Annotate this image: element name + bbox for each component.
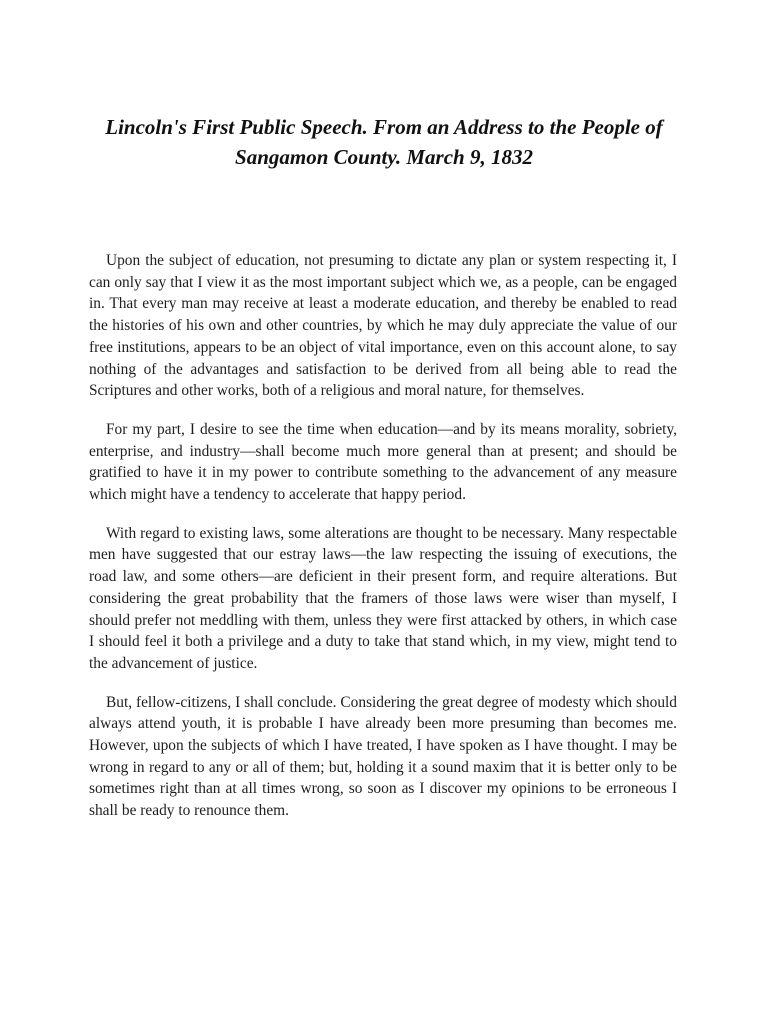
paragraph-education: Upon the subject of education, not presuming to dictate any plan or system respecting it, I can only say that I view it as the most important subject which we, as a people, can be engaged in. That every man may receive at least a moderate education, and thereby be enabled to read the histories of his own and other countries, by which he may duly appreciate the value of our free institutions, appears to be an object of vital importance, even on this account alone, to say nothing of the advantages and satisfaction to be derived from all being able to read the Scriptures and other works, both of a religious and moral nature, for themselves.	[89, 252, 677, 400]
document-body	[89, 250, 677, 839]
paragraph-conclusion: But, fellow-citizens, I shall conclude. Considering the great degree of modesty which should always attend youth, it is probable I have already been more presuming than becomes me. However, upon the subjects of which I have treated, I have spoken as I have thought. I may be wrong in regard to any or all of them; but, holding it a sound maxim that it is better only to be sometimes right than at all times wrong, so soon as I discover my opinions to be erroneous I shall be ready to renounce them.	[89, 693, 677, 820]
document-title: Lincoln's First Public Speech. From an Address to the People of Sangamon County. March 9, 1832	[105, 115, 663, 169]
paragraph-existing-laws: With regard to existing laws, some alterations are thought to be necessary. Many respectable men have suggested that our estray laws—the law respecting the issuing of executions, the road law, and some others—are deficient in their present form, and require alterations. But considering the great probability that the framers of those laws were wiser than myself, I should prefer not meddling with them, unless they were first attacked by others, in which case I should feel it both a privilege and a duty to take that stand which, in my view, might tend to the advancement of justice.	[89, 524, 677, 672]
paragraph-my-part: For my part, I desire to see the time when education—and by its means morality, sobriety, enterprise, and industry—shall become much more general than at present; and should be gratified to have it in my power to contribute something to the advancement of any measure which might have a tendency to accelerate that happy period.	[89, 420, 677, 504]
